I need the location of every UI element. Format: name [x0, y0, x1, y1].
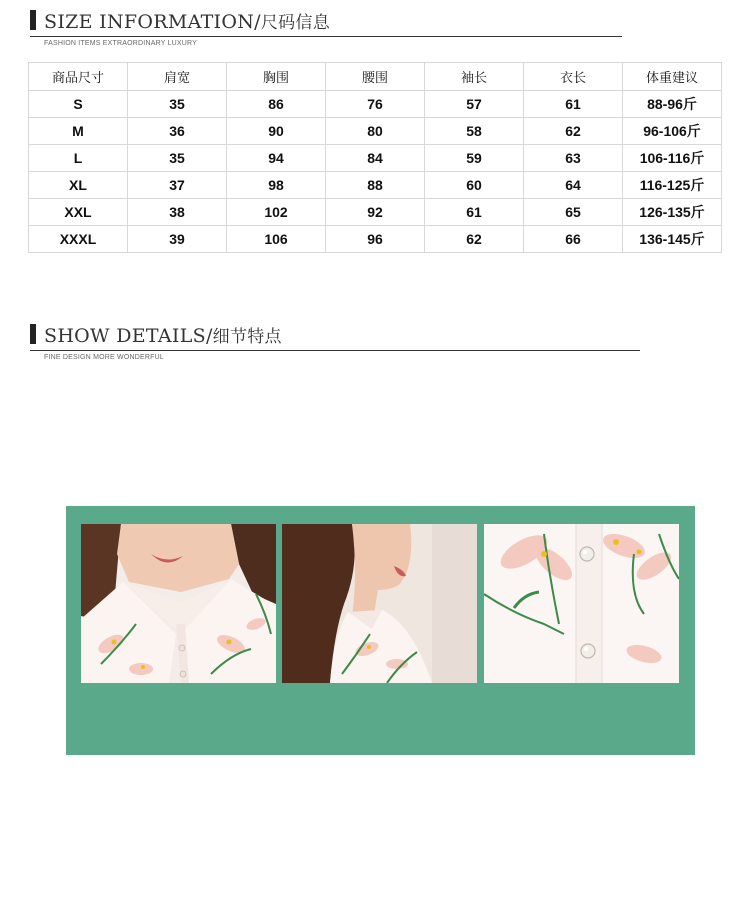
- collar-front-image: [81, 524, 276, 683]
- table-cell: 84: [326, 145, 425, 172]
- col-header: 胸围: [227, 63, 326, 91]
- collar-side-image: [282, 524, 477, 683]
- table-cell: M: [29, 118, 128, 145]
- table-cell: L: [29, 145, 128, 172]
- col-header: 肩宽: [128, 63, 227, 91]
- photo-collar-front: [81, 524, 276, 683]
- table-row: [29, 226, 722, 253]
- table-cell: 86: [227, 91, 326, 118]
- table-cell: XXXL: [29, 226, 128, 253]
- table-row: [29, 91, 722, 118]
- table-cell: 35: [128, 145, 227, 172]
- table-row: [29, 118, 722, 145]
- photo-collar-side: [282, 524, 477, 683]
- table-cell: 57: [425, 91, 524, 118]
- table-cell: 80: [326, 118, 425, 145]
- table-cell: 59: [425, 145, 524, 172]
- table-cell: 96: [326, 226, 425, 253]
- table-cell: 63: [524, 145, 623, 172]
- header-marker: [30, 324, 36, 344]
- pearl-button-icon: [580, 547, 594, 561]
- col-header: 体重建议: [623, 63, 722, 91]
- table-cell: 58: [425, 118, 524, 145]
- table-cell: XL: [29, 172, 128, 199]
- details-title-zh: 细节特点: [212, 327, 282, 347]
- table-cell: 62: [524, 118, 623, 145]
- photo-button-closeup: [484, 524, 679, 683]
- table-cell: 94: [227, 145, 326, 172]
- header-rule: [30, 36, 622, 37]
- size-info-title-zh: 尺码信息: [260, 13, 331, 33]
- col-header: 商品尺寸: [29, 63, 128, 91]
- table-cell: 37: [128, 172, 227, 199]
- size-info-subtitle: FASHION ITEMS EXTRAORDINARY LUXURY: [44, 40, 198, 47]
- table-cell: 88-96斤: [623, 91, 722, 118]
- size-info-title-en: SIZE INFORMATION: [44, 11, 255, 33]
- table-cell: 102: [227, 199, 326, 226]
- table-cell: 98: [227, 172, 326, 199]
- col-header: 腰围: [326, 63, 425, 91]
- table-cell: 106: [227, 226, 326, 253]
- table-cell: 66: [524, 226, 623, 253]
- header-rule: [30, 350, 640, 351]
- table-cell: 38: [128, 199, 227, 226]
- table-cell: 76: [326, 91, 425, 118]
- table-cell: 92: [326, 199, 425, 226]
- title-separator: /: [254, 11, 261, 33]
- table-cell: 61: [425, 199, 524, 226]
- table-cell: 61: [524, 91, 623, 118]
- table-cell: 96-106斤: [623, 118, 722, 145]
- table-cell: 36: [128, 118, 227, 145]
- table-cell: 65: [524, 199, 623, 226]
- table-cell: 64: [524, 172, 623, 199]
- table-cell: 60: [425, 172, 524, 199]
- table-cell: 126-135斤: [623, 199, 722, 226]
- detail-photo-panel: [66, 506, 695, 755]
- table-cell: 90: [227, 118, 326, 145]
- details-title: [44, 322, 282, 347]
- table-row: [29, 199, 722, 226]
- col-header: 袖长: [425, 63, 524, 91]
- table-header-row: [29, 63, 722, 91]
- table-row: [29, 172, 722, 199]
- table-row: [29, 145, 722, 172]
- title-separator: /: [205, 325, 213, 347]
- table-cell: 88: [326, 172, 425, 199]
- size-info-title: [44, 8, 330, 33]
- pearl-button-icon: [581, 644, 595, 658]
- table-cell: XXL: [29, 199, 128, 226]
- col-header: 衣长: [524, 63, 623, 91]
- table-cell: 35: [128, 91, 227, 118]
- table-cell: 39: [128, 226, 227, 253]
- table-cell: 136-145斤: [623, 226, 722, 253]
- size-table: [28, 62, 722, 253]
- header-marker: [30, 10, 36, 30]
- table-cell: S: [29, 91, 128, 118]
- details-title-en: SHOW DETAILS: [44, 325, 206, 347]
- button-closeup-image: [484, 524, 679, 683]
- table-cell: 62: [425, 226, 524, 253]
- table-cell: 116-125斤: [623, 172, 722, 199]
- table-cell: 106-116斤: [623, 145, 722, 172]
- details-subtitle: FINE DESIGN MORE WONDERFUL: [44, 354, 164, 361]
